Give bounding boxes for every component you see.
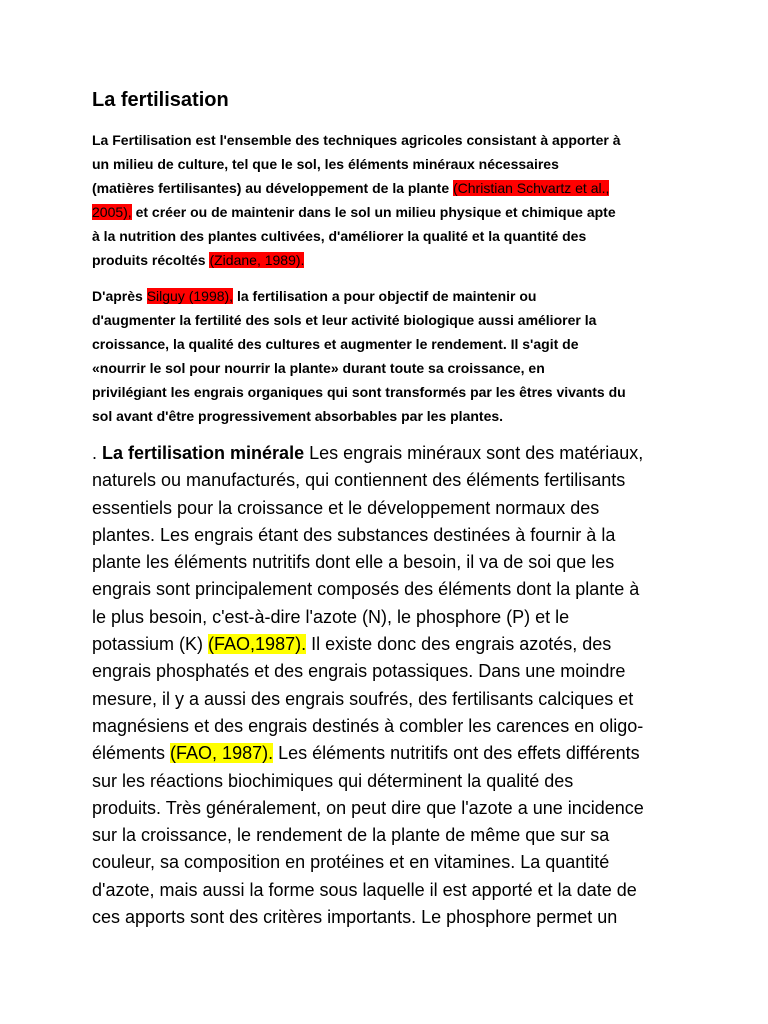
citation-highlight: (Christian Schvartz et al., [453, 180, 610, 196]
text-line: couleur, sa composition en protéines et en vitamines. La quantité [92, 852, 610, 873]
text-line: mesure, il y a aussi des engrais soufrés, des fertilisants calciques et [92, 688, 634, 709]
text-line: magnésiens et des engrais destinés à combler les carences en oligo- [92, 715, 644, 736]
citation-highlight: (FAO,1987). [208, 634, 307, 655]
citation-highlight: (FAO, 1987). [170, 743, 274, 764]
text-span: et créer ou de maintenir dans le sol un milieu physique et chimique apte [135, 204, 616, 220]
text-span: . [92, 443, 103, 463]
text-span: (matières fertilisantes) au développement de la plante [92, 180, 453, 196]
text-line: sol avant d'être progressivement absorbables par les plantes. [92, 408, 504, 424]
objective-paragraph [92, 284, 692, 428]
text-line: plantes. Les engrais étant des substances destinées à fournir à la [92, 524, 616, 545]
section-heading: La fertilisation minérale [102, 443, 305, 463]
text-line: sur les réactions biochimiques qui déterminent la qualité des [92, 770, 574, 791]
text-line: d'augmenter la fertilité des sols et leur activité biologique aussi améliorer la [92, 312, 597, 328]
text-line: sur la croissance, le rendement de la plante de même que sur sa [92, 825, 610, 846]
text-span: Les engrais minéraux sont des matériaux, [304, 443, 644, 463]
text-line [92, 176, 692, 200]
text-line [92, 631, 692, 658]
text-span: potassium (K) [92, 634, 209, 655]
text-span: Les éléments nutritifs ont des effets différents [273, 743, 640, 764]
intro-paragraph [92, 128, 692, 272]
text-line [92, 740, 692, 767]
text-line: le plus besoin, c'est-à-dire l'azote (N), le phosphore (P) et le [92, 606, 570, 627]
text-line [92, 284, 692, 308]
text-line: croissance, la qualité des cultures et augmenter le rendement. Il s'agit de [92, 336, 579, 352]
text-line: à la nutrition des plantes cultivées, d'améliorer la qualité et la quantité des [92, 228, 587, 244]
text-line: naturels ou manufacturés, qui contiennent des éléments fertilisants [92, 470, 626, 491]
text-line: engrais sont principalement composés des éléments dont la plante à [92, 579, 640, 600]
text-line: produits. Très généralement, on peut dire que l'azote a une incidence [92, 797, 644, 818]
citation-highlight: 2005), [92, 204, 132, 220]
text-line: La Fertilisation est l'ensemble des techniques agricoles consistant à apporter à [92, 132, 621, 148]
text-line: un milieu de culture, tel que le sol, les éléments minéraux nécessaires [92, 156, 559, 172]
text-span: produits récoltés [92, 252, 210, 268]
text-line: privilégiant les engrais organiques qui sont transformés par les êtres vivants du [92, 384, 626, 400]
text-line [92, 248, 692, 272]
text-line: ces apports sont des critères importants. Le phosphore permet un [92, 907, 618, 928]
text-line [92, 440, 692, 467]
text-span: éléments [92, 743, 171, 764]
text-line [92, 200, 692, 224]
text-line: essentiels pour la croissance et le développement normaux des [92, 497, 600, 518]
text-line: plante les éléments nutritifs dont elle a besoin, il va de soi que les [92, 552, 615, 573]
page-title: La fertilisation [92, 89, 229, 111]
mineral-fertilisation-paragraph [92, 440, 692, 931]
text-line: engrais phosphatés et des engrais potassiques. Dans une moindre [92, 661, 626, 682]
text-line: d'azote, mais aussi la forme sous laquelle il est apporté et la date de [92, 879, 637, 900]
text-span: D'après [92, 288, 147, 304]
text-line: «nourrir le sol pour nourrir la plante» durant toute sa croissance, en [92, 360, 545, 376]
citation-highlight: (Zidane, 1989). [209, 252, 305, 268]
text-span: Il existe donc des engrais azotés, des [306, 634, 612, 655]
text-span: la fertilisation a pour objectif de maintenir ou [233, 288, 537, 304]
citation-highlight: Silguy (1998), [146, 288, 234, 304]
